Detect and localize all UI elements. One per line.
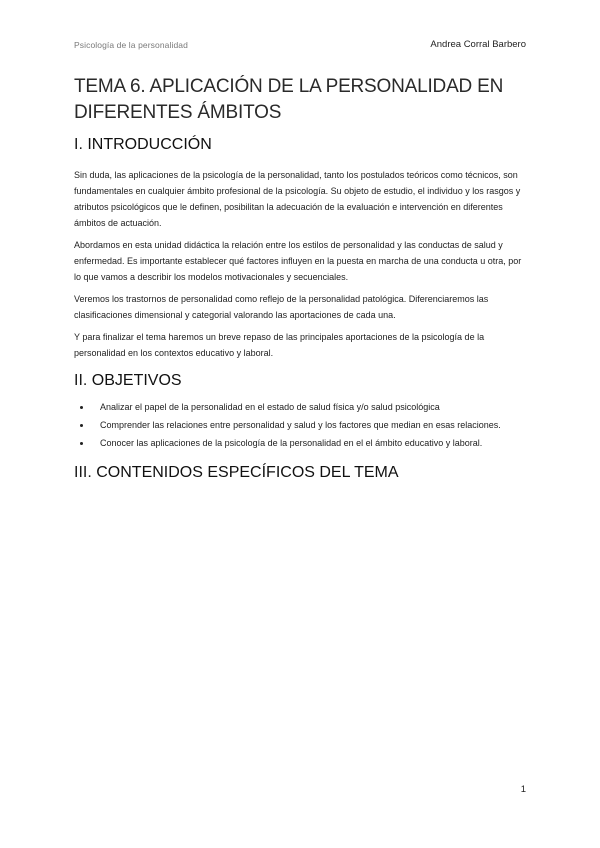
section-title: INTRODUCCIÓN — [87, 136, 212, 153]
list-item: • Conocer las aplicaciones de la psicología de la personalidad en el el ámbito educativo y laboral. — [92, 435, 526, 451]
objectives-list — [74, 399, 526, 451]
title-line-2: DIFERENTES ÁMBITOS — [74, 102, 282, 123]
section-heading-objetivos — [74, 371, 526, 391]
section-title: OBJETIVOS — [91, 372, 182, 389]
list-item: • Analizar el papel de la personalidad en el estado de salud física y/o salud psicológica — [92, 399, 526, 415]
intro-paragraph: Sin duda, las aplicaciones de la psicología de la personalidad, tanto los postulados teóricos como técnicos, son fundamentales en cualquier ámbito profesional de la psicología. Su objeto de estudio, el individuo y los rasgos y atributos psicológicos que le definen, posibilitan la adecuación de la evaluación e intervención en diferentes ámbitos de actuación. — [74, 170, 521, 228]
intro-paragraph: Y para finalizar el tema haremos un breve repaso de las principales aportaciones de la psicología de la personalidad en los contextos educativo y laboral. — [74, 332, 485, 358]
section-number: II. — [74, 372, 88, 389]
list-item: • Comprender las relaciones entre personalidad y salud y los factores que median en esas relaciones. — [92, 417, 526, 433]
header-author: Andrea Corral Barbero — [430, 39, 526, 50]
section-heading-intro — [74, 135, 526, 155]
header-course-title: Psicología de la personalidad — [74, 40, 188, 50]
page-content — [74, 74, 526, 495]
document-title — [74, 74, 526, 126]
section-heading-contenidos — [74, 463, 526, 483]
section-number: I. — [74, 136, 83, 153]
title-line-1: TEMA 6. APLICACIÓN DE LA PERSONALIDAD EN — [74, 76, 504, 97]
page-number: 1 — [520, 784, 526, 795]
intro-paragraph: Abordamos en esta unidad didáctica la relación entre los estilos de personalidad y las conductas de salud y enfermedad. Es importante establecer qué factores influyen en la puesta en marcha de una conducta u otra, por lo que vamos a describir los modelos motivacionales y secuenciales. — [74, 240, 522, 282]
section-number: III. — [74, 464, 92, 481]
section-title: CONTENIDOS ESPECÍFICOS DEL TEMA — [96, 464, 399, 481]
intro-paragraph: Veremos los trastornos de personalidad como reflejo de la personalidad patológica. Diferenciaremos las clasificaciones dimensional y categorial valorando las aportaciones de cada una. — [74, 294, 489, 320]
